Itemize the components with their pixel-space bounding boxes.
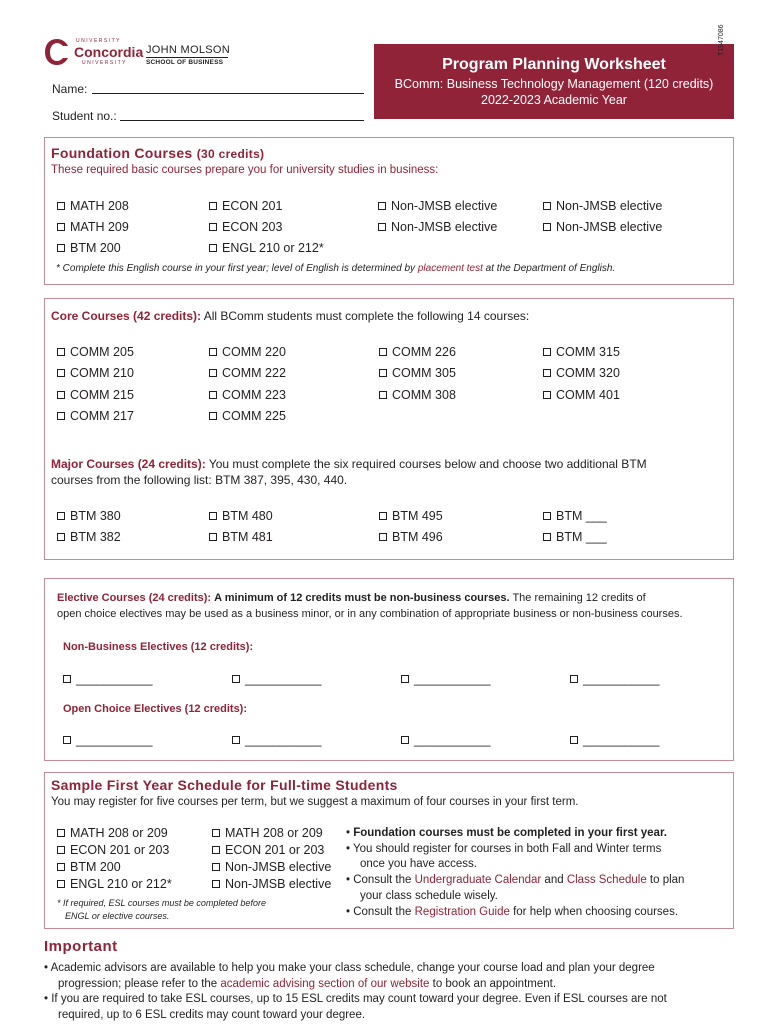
important-item-esl-cont: required, up to 6 ESL credits may count toward your degree. [58,1008,366,1021]
foundation-title [51,145,264,161]
course-label: COMM 315 [556,345,620,359]
course-label: Non-JMSB elective [391,220,498,234]
winter-course-1[interactable] [212,826,323,840]
checkbox-btm-choice-2[interactable] [543,530,607,544]
checkbox-comm305[interactable] [379,366,456,380]
checkbox-comm226[interactable] [379,345,456,359]
checkbox-icon [379,369,387,377]
registration-guide-link[interactable]: Registration Guide [414,905,510,918]
foundation-subtitle: These required basic courses prepare you for university studies in business: [51,164,439,176]
checkbox-comm222[interactable] [209,366,286,380]
bullet-consult-cont: your class schedule wisely. [360,889,498,902]
core-heading [51,309,529,323]
document-code: T1947086 [718,24,725,56]
note-text: at the Department of English. [485,263,616,274]
important-list [44,961,667,1023]
checkbox-icon [378,223,386,231]
checkbox-comm320[interactable] [543,366,620,380]
core-desc: All BComm students must complete the following 14 courses: [203,309,530,323]
core-title: Core Courses (42 credits): [51,309,202,323]
bullet-text: Consult the [353,905,412,918]
elective-heading [57,592,646,604]
major-desc-1: You must complete the six required courses below and choose two additional BTM [208,457,647,471]
blank-open-3[interactable] [401,733,490,747]
checkbox-math209[interactable] [57,220,129,234]
course-label: COMM 210 [70,366,134,380]
checkbox-comm315[interactable] [543,345,620,359]
checkbox-icon [57,348,65,356]
major-desc-2: courses from the following list: BTM 387, 395, 430, 440. [51,473,348,487]
sample-bullets [346,826,684,920]
course-label: MATH 208 or 209 [70,826,168,840]
blank-line: ___________ [76,733,153,747]
item-text: progression; please refer to the [58,977,218,990]
checkbox-icon [212,863,220,871]
checkbox-comm225[interactable] [209,409,286,423]
bullet-text: Consult the [353,874,412,887]
course-label: COMM 308 [392,388,456,402]
blank-line: ___________ [76,672,153,686]
foundation-note [56,263,615,274]
course-label: Non-JMSB elective [556,199,663,213]
blank-line: ___________ [583,672,660,686]
checkbox-icon [378,202,386,210]
course-label: COMM 225 [222,409,286,423]
checkbox-icon [379,391,387,399]
jmsb-line1: JOHN MOLSON [146,44,230,56]
sample-note-2: ENGL or elective courses. [65,911,170,921]
elective-desc-2: open choice electives may be used as a business minor, or in any combination of appropriate business or non-business courses. [57,608,683,620]
major-heading [51,457,647,471]
checkbox-comm223[interactable] [209,388,286,402]
elective-bold: A minimum of 12 credits must be non-business courses. [214,592,510,604]
bullet-text: and [544,874,564,887]
fall-course-4[interactable] [57,877,172,891]
course-label: COMM 222 [222,366,286,380]
fall-course-2[interactable] [57,843,169,857]
sample-subtitle: You may register for five courses per term, but we suggest a maximum of four courses in your first term. [51,796,579,808]
checkbox-icon [209,348,217,356]
course-label: BTM 495 [392,509,443,523]
course-label: COMM 220 [222,345,286,359]
foundation-title-text: Foundation Courses [51,145,193,161]
item-text: Academic advisors are available to help you make your class schedule, change your course load and plan your degree [50,962,655,974]
winter-course-3[interactable] [212,860,331,874]
checkbox-comm308[interactable] [379,388,456,402]
course-label: COMM 401 [556,388,620,402]
checkbox-econ201[interactable] [209,199,282,213]
checkbox-comm205[interactable] [57,345,134,359]
course-label: COMM 305 [392,366,456,380]
concordia-wordmark: Concordia [74,44,144,60]
nonbusiness-title: Non-Business Electives (12 credits): [63,641,254,653]
checkbox-icon [543,512,551,520]
checkbox-icon [379,512,387,520]
checkbox-icon [57,244,65,252]
course-label: Non-JMSB elective [225,877,332,891]
checkbox-icon [543,391,551,399]
checkbox-icon [543,348,551,356]
checkbox-icon [209,412,217,420]
class-schedule-link[interactable]: Class Schedule [566,874,647,887]
jmsb-logo [146,44,230,66]
checkbox-nonjmsb-1[interactable] [378,199,497,213]
checkbox-icon [401,675,409,683]
course-label: Non-JMSB elective [225,860,332,874]
concordia-seal-icon [44,38,70,66]
course-label: Non-JMSB elective [556,220,663,234]
blank-line: ___________ [245,672,322,686]
blank-line: ___________ [414,672,491,686]
elective-desc-1: The remaining 12 credits of [512,592,646,604]
name-field[interactable] [92,93,364,94]
course-label: COMM 223 [222,388,286,402]
checkbox-icon [212,846,220,854]
checkbox-comm210[interactable] [57,366,134,380]
checkbox-icon [232,675,240,683]
course-label: ENGL 210 or 212* [70,877,172,891]
placement-test-link[interactable]: placement test [417,263,483,274]
concordia-small-top: UNIVERSITY [76,38,122,44]
blank-nonbusiness-3[interactable] [401,672,490,686]
bullet-foundation: • Foundation courses must be completed in your first year. [346,827,667,839]
worksheet-title: Program Planning Worksheet [442,56,666,73]
checkbox-icon [57,202,65,210]
blank-open-1[interactable] [63,733,152,747]
academic-advising-link[interactable]: academic advising section of our website [220,977,430,990]
checkbox-icon [57,829,65,837]
open-choice-title: Open Choice Electives (12 credits): [63,703,248,715]
checkbox-icon [379,533,387,541]
course-label: BTM ___ [556,509,607,523]
course-label: BTM 200 [70,241,121,255]
checkbox-icon [209,512,217,520]
checkbox-icon [57,412,65,420]
checkbox-icon [212,829,220,837]
course-label: BTM 380 [70,509,121,523]
checkbox-icon [543,202,551,210]
concordia-small-bottom: UNIVERSITY [82,60,128,66]
sample-note-1: * If required, ESL courses must be completed before [57,898,266,908]
checkbox-btm481[interactable] [209,530,273,544]
checkbox-nonjmsb-2[interactable] [378,220,497,234]
academic-year: 2022-2023 Academic Year [481,93,627,107]
checkbox-icon [57,223,65,231]
checkbox-icon [63,675,71,683]
blank-open-4[interactable] [570,733,659,747]
checkbox-icon [57,846,65,854]
checkbox-icon [57,863,65,871]
course-label: ECON 201 or 203 [225,843,325,857]
winter-course-2[interactable] [212,843,324,857]
student-no-label: Student no.: [52,109,117,123]
bullet-text: Foundation courses must be completed in your first year. [353,827,667,839]
concordia-logo [44,38,144,68]
checkbox-icon [209,244,217,252]
checkbox-icon [570,675,578,683]
item-text: to book an appointment. [432,977,557,990]
bullet-registration-guide: • Consult the Registration Guide for help when choosing courses. [346,905,679,918]
course-label: Non-JMSB elective [391,199,498,213]
course-label: BTM ___ [556,530,607,544]
blank-line: ___________ [414,733,491,747]
course-label: MATH 209 [70,220,129,234]
checkbox-icon [57,533,65,541]
item-text: If you are required to take ESL courses, up to 15 ESL credits may count toward your degree. Even if ESL courses are not [51,993,667,1005]
important-item-esl: • If you are required to take ESL courses, up to 15 ESL credits may count toward your degree. Even if ESL courses are not [44,993,667,1005]
checkbox-icon [57,369,65,377]
fall-course-1[interactable] [57,826,168,840]
blank-line: ___________ [583,733,660,747]
jmsb-line2: SCHOOL OF BUSINESS [146,59,224,66]
checkbox-icon [379,348,387,356]
course-label: COMM 215 [70,388,134,402]
course-label: BTM 382 [70,530,121,544]
bullet-register-cont: once you have access. [360,858,477,871]
course-label: COMM 226 [392,345,456,359]
checkbox-icon [401,736,409,744]
course-label: ECON 201 [222,199,283,213]
jmsb-divider [146,57,228,58]
blank-nonbusiness-4[interactable] [570,672,659,686]
checkbox-btm382[interactable] [57,530,121,544]
checkbox-icon [63,736,71,744]
checkbox-icon [543,369,551,377]
course-label: BTM 200 [70,860,121,874]
fall-course-3[interactable] [57,860,121,874]
checkbox-icon [209,369,217,377]
bullet-register: • You should register for courses in both Fall and Winter terms [346,842,662,855]
course-label: MATH 208 or 209 [225,826,323,840]
bullet-text: to plan [649,874,685,887]
course-label: MATH 208 [70,199,129,213]
checkbox-icon [57,512,65,520]
important-title: Important [44,938,118,955]
major-title: Major Courses (24 credits): [51,457,206,471]
checkbox-icon [543,223,551,231]
checkbox-icon [212,880,220,888]
checkbox-comm217[interactable] [57,409,134,423]
bullet-text: You should register for courses in both Fall and Winter terms [353,842,662,855]
foundation-credits: (30 credits) [196,147,265,161]
checkbox-btm380[interactable] [57,509,121,523]
undergraduate-calendar-link[interactable]: Undergraduate Calendar [414,874,542,887]
note-text: * Complete this English course in your first year; level of English is determined by [56,263,416,274]
checkbox-icon [209,223,217,231]
bullet-text: for help when choosing courses. [513,905,679,918]
checkbox-nonjmsb-3[interactable] [543,199,662,213]
checkbox-icon [209,391,217,399]
checkbox-icon [232,736,240,744]
blank-nonbusiness-1[interactable] [63,672,152,686]
title-banner [374,44,734,119]
checkbox-icon [570,736,578,744]
winter-course-4[interactable] [212,877,331,891]
blank-open-2[interactable] [232,733,321,747]
checkbox-btm495[interactable] [379,509,443,523]
important-item-advisors: • Academic advisors are available to help you make your class schedule, change your course load and plan your degree [44,962,655,974]
blank-line: ___________ [245,733,322,747]
elective-title: Elective Courses (24 credits): [57,592,212,604]
checkbox-nonjmsb-4[interactable] [543,220,662,234]
course-label: ECON 203 [222,220,283,234]
checkbox-icon [209,533,217,541]
student-no-field[interactable] [120,120,364,121]
checkbox-math208[interactable] [57,199,129,213]
checkbox-comm220[interactable] [209,345,286,359]
checkbox-icon [57,880,65,888]
checkbox-comm401[interactable] [543,388,620,402]
checkbox-icon [543,533,551,541]
checkbox-engl210[interactable] [209,241,324,255]
course-label: BTM 480 [222,509,273,523]
checkbox-btm496[interactable] [379,530,443,544]
course-label: BTM 481 [222,530,273,544]
course-label: ECON 201 or 203 [70,843,170,857]
sample-title: Sample First Year Schedule for Full-time Students [51,777,398,793]
checkbox-econ203[interactable] [209,220,282,234]
checkbox-icon [209,202,217,210]
course-label: COMM 217 [70,409,134,423]
checkbox-comm215[interactable] [57,388,134,402]
course-label: ENGL 210 or 212* [222,241,324,255]
course-label: COMM 320 [556,366,620,380]
checkbox-icon [57,391,65,399]
checkbox-btm-choice-1[interactable] [543,509,607,523]
program-name: BComm: Business Technology Management (120 credits) [394,77,714,91]
bullet-consult-calendar: • Consult the Undergraduate Calendar and Class Schedule to plan [346,874,685,887]
blank-nonbusiness-2[interactable] [232,672,321,686]
course-label: COMM 205 [70,345,134,359]
name-label: Name: [52,82,88,96]
important-item-advisors-cont [44,977,667,993]
course-label: BTM 496 [392,530,443,544]
checkbox-btm480[interactable] [209,509,273,523]
checkbox-btm200[interactable] [57,241,121,255]
